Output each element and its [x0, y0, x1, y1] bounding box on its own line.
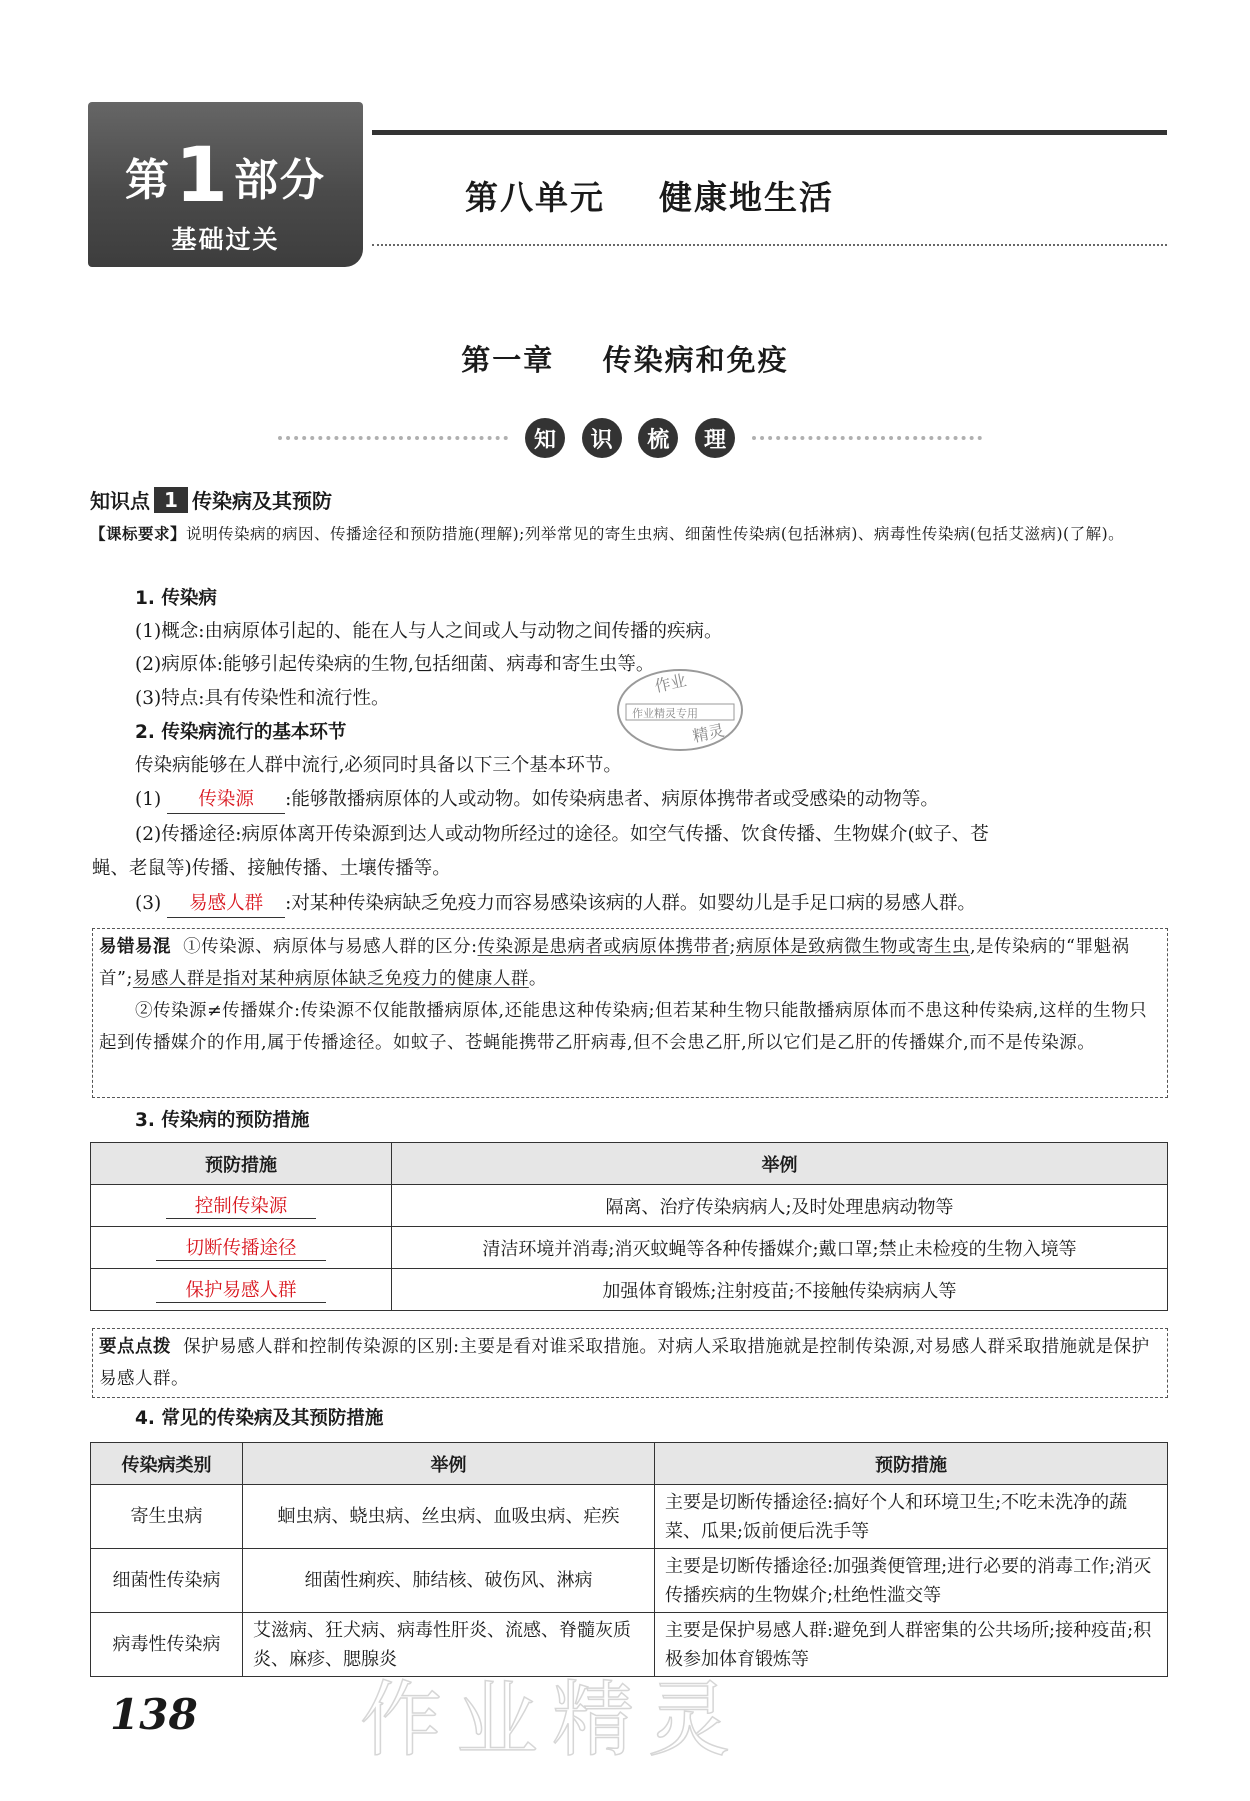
part-badge — [88, 102, 363, 267]
s4-heading: 4. 常见的传染病及其预防措施 — [135, 1408, 384, 1429]
unit-rule-top — [372, 130, 1167, 135]
measure-cell — [91, 1227, 392, 1269]
example-cell: 加强体育锻炼;注射疫苗;不接触传染病病人等 — [392, 1269, 1168, 1311]
prevention-cell: 主要是切断传播途径:搞好个人和环境卫生;不吃未洗净的蔬菜、瓜果;饭前便后洗手等 — [655, 1485, 1168, 1549]
banner-circles — [525, 418, 735, 458]
mistake-text: ; — [729, 937, 736, 957]
part-number: 1 — [175, 130, 230, 219]
banner-char: 梳 — [638, 418, 678, 458]
category-cell: 寄生虫病 — [91, 1485, 243, 1549]
diseases-table — [90, 1442, 1168, 1677]
svg-text:作业: 作业 — [652, 670, 689, 696]
example-cell: 清洁环境并消毒;消灭蚊蝇等各种传播媒介;戴口罩;禁止未检疫的生物入境等 — [392, 1227, 1168, 1269]
watermark: 作业精灵 — [360, 1673, 745, 1768]
answer-blank: 传染源 — [167, 787, 285, 814]
part-suffix: 部分 — [233, 155, 326, 206]
mistake-note-box — [92, 928, 1168, 1098]
banner-char: 识 — [582, 418, 622, 458]
tip-text: 保护易感人群和控制传染源的区别:主要是看对谁采取措施。对病人采取措施就是控制传染源,对易感人群采取措施就是保护易感人群。 — [99, 1337, 1150, 1389]
table-header-row — [91, 1143, 1168, 1185]
s2-i3-text: :对某种传染病缺乏免疫力而容易感染该病的人群。如婴幼儿是手足口病的易感人群。 — [285, 893, 976, 914]
section-banner — [270, 418, 990, 458]
s1-item: (2)病原体:能够引起传染病的生物,包括细菌、病毒和寄生虫等。 — [135, 654, 655, 675]
banner-char: 理 — [695, 418, 735, 458]
examples-cell: 蛔虫病、蛲虫病、丝虫病、血吸虫病、疟疾 — [243, 1485, 655, 1549]
answer-blank: 保护易感人群 — [156, 1276, 326, 1303]
answer-blank: 切断传播途径 — [156, 1234, 326, 1261]
mistake-text: ,是传染病的“罪魁祸首”; — [99, 937, 1130, 989]
s2-i1-text: :能够散播病原体的人或动物。如传染病患者、病原体携带者或受感染的动物等。 — [285, 789, 939, 810]
column-header: 预防措施 — [91, 1143, 392, 1185]
page-number: 138 — [110, 1690, 198, 1739]
prevention-table — [90, 1142, 1168, 1311]
column-header: 传染病类别 — [91, 1443, 243, 1485]
stamp-seal — [610, 660, 750, 760]
tip-label: 要点点拨 — [99, 1337, 171, 1357]
prevention-cell: 主要是切断传播途径:加强粪便管理;进行必要的消毒工作;消灭传播疾病的生物媒介;杜绝性滥交等 — [655, 1549, 1168, 1613]
knowledge-point-title — [90, 485, 332, 514]
tip-note-box — [92, 1328, 1168, 1398]
examples-cell: 艾滋病、狂犬病、病毒性肝炎、流感、脊髓灰质炎、麻疹、腮腺炎 — [243, 1613, 655, 1677]
part-subtitle: 基础过关 — [171, 225, 280, 254]
category-cell: 病毒性传染病 — [91, 1613, 243, 1677]
unit-rule-bottom — [372, 244, 1167, 246]
kp-title-text: 传染病及其预防 — [192, 489, 332, 513]
unit-title: 第八单元 健康地生活 — [465, 178, 834, 217]
mistake-underline: 易感人群是指对某种病原体缺乏免疫力的健康人群 — [132, 969, 529, 989]
table-row — [91, 1227, 1168, 1269]
mistake-para-2: ②传染源≠传播媒介:传染源不仅能散播病原体,还能患这种传染病;但若某种生物只能散播病原体而不患这种传染病,这样的生物只起到传播媒介的作用,属于传播途径。如蚊子、苍蝇能携带乙肝病毒,但不会患乙肝,所以它们是乙肝的传播媒介,而不是传染源。 — [99, 1001, 1148, 1053]
s2-i1-prefix: (1) — [135, 789, 162, 810]
table-header-row — [91, 1443, 1168, 1485]
mistake-text: ①传染源、病原体与易感人群的区分: — [183, 937, 478, 957]
measure-cell — [91, 1185, 392, 1227]
s3-heading: 3. 传染病的预防措施 — [135, 1110, 310, 1131]
column-header: 举例 — [392, 1143, 1168, 1185]
banner-dots-left — [278, 436, 508, 440]
table-row — [91, 1549, 1168, 1613]
s2-item-2-cont: 蝇、老鼠等)传播、接触传播、土壤传播等。 — [92, 858, 451, 879]
table-row — [91, 1485, 1168, 1549]
part-label — [88, 130, 363, 219]
answer-blank: 控制传染源 — [166, 1192, 316, 1219]
requirement-label: 【课标要求】 — [90, 525, 187, 543]
s1-heading: 1. 传染病 — [135, 588, 217, 609]
column-header: 预防措施 — [655, 1443, 1168, 1485]
s1-item: (1)概念:由病原体引起的、能在人与人之间或人与动物之间传播的疾病。 — [135, 621, 723, 642]
mistake-text: 。 — [528, 969, 547, 989]
table-row — [91, 1185, 1168, 1227]
banner-dots-right — [752, 436, 982, 440]
svg-text:作业精灵专用: 作业精灵专用 — [632, 707, 698, 720]
example-cell: 隔离、治疗传染病病人;及时处理患病动物等 — [392, 1185, 1168, 1227]
s2-intro: 传染病能够在人群中流行,必须同时具备以下三个基本环节。 — [135, 755, 622, 776]
curriculum-requirement — [90, 518, 1170, 551]
category-cell: 细菌性传染病 — [91, 1549, 243, 1613]
s1-item: (3)特点:具有传染性和流行性。 — [135, 688, 390, 709]
chapter-title: 第一章 传染病和免疫 — [461, 343, 789, 377]
mistake-label: 易错易混 — [99, 937, 171, 957]
prevention-cell: 主要是保护易感人群:避免到人群密集的公共场所;接种疫苗;积极参加体育锻炼等 — [655, 1613, 1168, 1677]
measure-cell — [91, 1269, 392, 1311]
s2-heading: 2. 传染病流行的基本环节 — [135, 722, 347, 743]
banner-char: 知 — [525, 418, 565, 458]
answer-blank: 易感人群 — [167, 891, 285, 918]
s2-i3-prefix: (3) — [135, 893, 162, 914]
s2-item-3 — [135, 891, 976, 918]
part-prefix: 第 — [125, 155, 172, 206]
kp-number: 1 — [154, 487, 188, 513]
column-header: 举例 — [243, 1443, 655, 1485]
table-row — [91, 1269, 1168, 1311]
requirement-text: 说明传染病的病因、传播途径和预防措施(理解);列举常见的寄生虫病、细菌性传染病(包括淋病)、病毒性传染病(包括艾滋病)(了解)。 — [186, 525, 1125, 543]
mistake-underline: 病原体是致病微生物或寄生虫 — [735, 937, 970, 957]
s2-item-2: (2)传播途径:病原体离开传染源到达人或动物所经过的途径。如空气传播、饮食传播、生物媒介(蚊子、苍 — [135, 824, 989, 845]
mistake-underline: 传染源是患病者或病原体携带者 — [477, 937, 730, 957]
svg-text:精灵: 精灵 — [690, 720, 727, 746]
examples-cell: 细菌性痢疾、肺结核、破伤风、淋病 — [243, 1549, 655, 1613]
kp-prefix: 知识点 — [90, 489, 150, 513]
s2-item-1 — [135, 787, 939, 814]
